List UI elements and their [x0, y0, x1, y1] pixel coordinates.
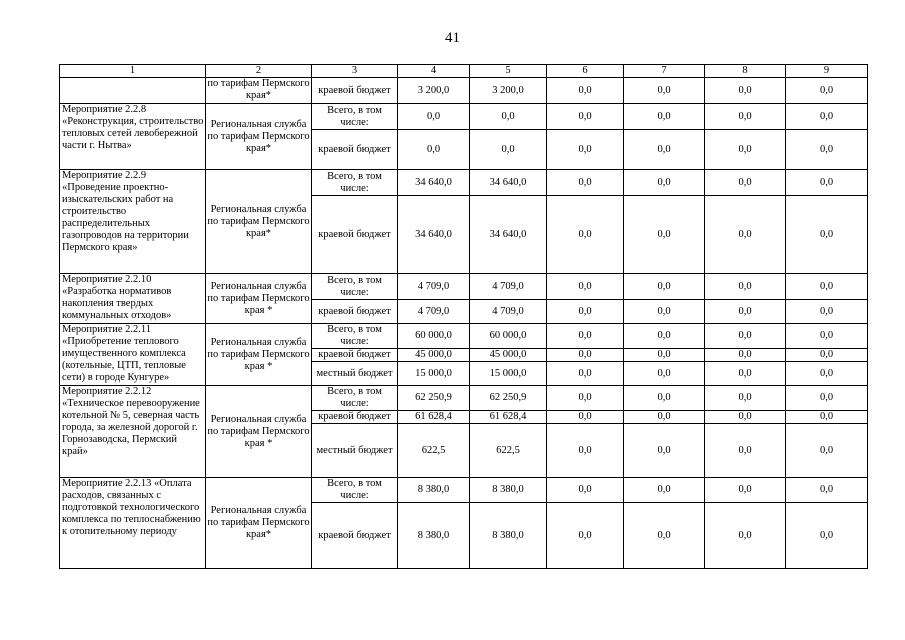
amount-cell: 0,0 — [624, 274, 705, 300]
funding-source: Всего, в том числе: — [312, 386, 398, 411]
executor: Региональная служба по тарифам Пермского края* — [206, 170, 312, 274]
column-number: 8 — [705, 65, 786, 78]
amount-cell: 0,0 — [705, 503, 786, 569]
amount-cell: 0,0 — [705, 170, 786, 196]
column-number: 2 — [206, 65, 312, 78]
amount-cell: 0,0 — [624, 503, 705, 569]
amount-cell: 0,0 — [705, 424, 786, 478]
amount-cell: 0,0 — [470, 130, 547, 170]
executor: Региональная служба по тарифам Пермского края * — [206, 274, 312, 324]
amount-cell: 0,0 — [547, 349, 624, 362]
amount-cell: 0,0 — [624, 478, 705, 503]
measure-name: Мероприятие 2.2.12 «Техническое перевооружение котельной № 5, северная часть города, за железной дорогой г. Горнозаводска, Пермский край» — [60, 386, 206, 478]
amount-cell: 62 250,9 — [470, 386, 547, 411]
amount-cell: 0,0 — [786, 274, 868, 300]
amount-cell: 0,0 — [547, 78, 624, 104]
amount-cell: 0,0 — [624, 411, 705, 424]
amount-cell: 61 628,4 — [398, 411, 470, 424]
amount-cell: 0,0 — [624, 78, 705, 104]
amount-cell: 0,0 — [547, 300, 624, 324]
amount-cell: 0,0 — [705, 104, 786, 130]
column-number: 3 — [312, 65, 398, 78]
amount-cell: 0,0 — [786, 78, 868, 104]
amount-cell: 0,0 — [705, 130, 786, 170]
table-row — [60, 324, 868, 349]
amount-cell: 0,0 — [786, 478, 868, 503]
amount-cell: 0,0 — [705, 324, 786, 349]
amount-cell: 0,0 — [705, 478, 786, 503]
measure-name: Мероприятие 2.2.9 «Проведение проектно-изыскательских работ на строительство распределительных газопроводов на территории Пермского края» — [60, 170, 206, 274]
executor: Региональная служба по тарифам Пермского края* — [206, 478, 312, 569]
table-row — [60, 104, 868, 130]
amount-cell: 60 000,0 — [398, 324, 470, 349]
funding-source: краевой бюджет — [312, 503, 398, 569]
funding-source: Всего, в том числе: — [312, 324, 398, 349]
amount-cell: 0,0 — [547, 478, 624, 503]
amount-cell: 8 380,0 — [470, 478, 547, 503]
executor: Региональная служба по тарифам Пермского края* — [206, 104, 312, 170]
amount-cell: 0,0 — [786, 386, 868, 411]
column-number: 1 — [60, 65, 206, 78]
column-number: 9 — [786, 65, 868, 78]
column-number: 6 — [547, 65, 624, 78]
funding-source: местный бюджет — [312, 424, 398, 478]
amount-cell: 15 000,0 — [470, 362, 547, 386]
funding-source: краевой бюджет — [312, 300, 398, 324]
executor-continuation: по тарифам Пермского края* — [206, 78, 312, 104]
amount-cell: 0,0 — [624, 300, 705, 324]
measure-name: Мероприятие 2.2.13 «Оплата расходов, связанных с подготовкой технологического комплекса по теплоснабжению к отопительному периоду — [60, 478, 206, 569]
amount-cell: 0,0 — [705, 386, 786, 411]
amount-cell: 62 250,9 — [398, 386, 470, 411]
amount-cell: 0,0 — [786, 362, 868, 386]
amount-cell: 0,0 — [786, 104, 868, 130]
amount-cell: 4 709,0 — [470, 274, 547, 300]
amount-cell: 0,0 — [786, 130, 868, 170]
amount-cell: 34 640,0 — [470, 196, 547, 274]
funding-source: краевой бюджет — [312, 196, 398, 274]
amount-cell: 0,0 — [470, 104, 547, 130]
funding-source: краевой бюджет — [312, 411, 398, 424]
amount-cell: 0,0 — [547, 274, 624, 300]
table-row — [60, 274, 868, 300]
amount-cell: 0,0 — [786, 300, 868, 324]
amount-cell: 0,0 — [547, 503, 624, 569]
measure-name: Мероприятие 2.2.11 «Приобретение теплового имущественного комплекса (котельные, ЦТП, тепловые сети) в городе Кунгуре» — [60, 324, 206, 386]
measure-name: Мероприятие 2.2.8 «Реконструкция, строительство тепловых сетей левобережной части г. Нытва» — [60, 104, 206, 170]
amount-cell: 45 000,0 — [470, 349, 547, 362]
amount-cell: 8 380,0 — [470, 503, 547, 569]
amount-cell: 0,0 — [786, 503, 868, 569]
amount-cell: 0,0 — [705, 274, 786, 300]
amount-cell: 4 709,0 — [398, 300, 470, 324]
amount-cell: 0,0 — [398, 130, 470, 170]
amount-cell: 0,0 — [705, 411, 786, 424]
funding-source: Всего, в том числе: — [312, 104, 398, 130]
amount-cell: 4 709,0 — [470, 300, 547, 324]
amount-cell: 3 200,0 — [398, 78, 470, 104]
amount-cell: 3 200,0 — [470, 78, 547, 104]
amount-cell: 0,0 — [705, 362, 786, 386]
amount-cell: 0,0 — [786, 196, 868, 274]
table-body — [60, 65, 868, 569]
amount-cell: 0,0 — [547, 130, 624, 170]
amount-cell: 0,0 — [705, 196, 786, 274]
executor: Региональная служба по тарифам Пермского края * — [206, 386, 312, 478]
table-row — [60, 78, 868, 104]
funding-source: краевой бюджет — [312, 78, 398, 104]
amount-cell: 0,0 — [547, 362, 624, 386]
amount-cell: 8 380,0 — [398, 503, 470, 569]
amount-cell: 0,0 — [624, 362, 705, 386]
amount-cell: 0,0 — [547, 324, 624, 349]
amount-cell: 0,0 — [624, 130, 705, 170]
amount-cell: 34 640,0 — [398, 196, 470, 274]
amount-cell: 0,0 — [624, 424, 705, 478]
amount-cell: 34 640,0 — [470, 170, 547, 196]
amount-cell: 0,0 — [786, 324, 868, 349]
column-number: 5 — [470, 65, 547, 78]
amount-cell: 0,0 — [624, 104, 705, 130]
funding-source: Всего, в том числе: — [312, 274, 398, 300]
amount-cell: 0,0 — [624, 196, 705, 274]
amount-cell: 8 380,0 — [398, 478, 470, 503]
amount-cell: 0,0 — [624, 386, 705, 411]
funding-source: Всего, в том числе: — [312, 170, 398, 196]
amount-cell: 0,0 — [547, 424, 624, 478]
amount-cell: 622,5 — [470, 424, 547, 478]
amount-cell: 61 628,4 — [470, 411, 547, 424]
amount-cell: 0,0 — [786, 424, 868, 478]
amount-cell: 0,0 — [624, 170, 705, 196]
amount-cell: 0,0 — [398, 104, 470, 130]
amount-cell: 0,0 — [786, 411, 868, 424]
amount-cell: 0,0 — [624, 349, 705, 362]
amount-cell: 0,0 — [547, 104, 624, 130]
column-number: 7 — [624, 65, 705, 78]
amount-cell: 60 000,0 — [470, 324, 547, 349]
funding-source: краевой бюджет — [312, 349, 398, 362]
measure-name: Мероприятие 2.2.10 «Разработка нормативов накопления твердых коммунальных отходов» — [60, 274, 206, 324]
funding-source: краевой бюджет — [312, 130, 398, 170]
page-number: 41 — [445, 30, 460, 46]
table-row — [60, 170, 868, 196]
table-row — [60, 478, 868, 503]
measure-name-continuation — [60, 78, 206, 104]
funding-source: местный бюджет — [312, 362, 398, 386]
funding-source: Всего, в том числе: — [312, 478, 398, 503]
amount-cell: 0,0 — [547, 170, 624, 196]
amount-cell: 0,0 — [547, 386, 624, 411]
budget-table — [59, 64, 868, 569]
amount-cell: 0,0 — [547, 411, 624, 424]
amount-cell: 622,5 — [398, 424, 470, 478]
amount-cell: 4 709,0 — [398, 274, 470, 300]
amount-cell: 0,0 — [786, 349, 868, 362]
amount-cell: 0,0 — [547, 196, 624, 274]
amount-cell: 45 000,0 — [398, 349, 470, 362]
amount-cell: 0,0 — [705, 349, 786, 362]
amount-cell: 15 000,0 — [398, 362, 470, 386]
column-number: 4 — [398, 65, 470, 78]
amount-cell: 0,0 — [786, 170, 868, 196]
amount-cell: 0,0 — [705, 300, 786, 324]
column-number-row — [60, 65, 868, 78]
amount-cell: 0,0 — [624, 324, 705, 349]
amount-cell: 0,0 — [705, 78, 786, 104]
executor: Региональная служба по тарифам Пермского края * — [206, 324, 312, 386]
amount-cell: 34 640,0 — [398, 170, 470, 196]
table-row — [60, 386, 868, 411]
